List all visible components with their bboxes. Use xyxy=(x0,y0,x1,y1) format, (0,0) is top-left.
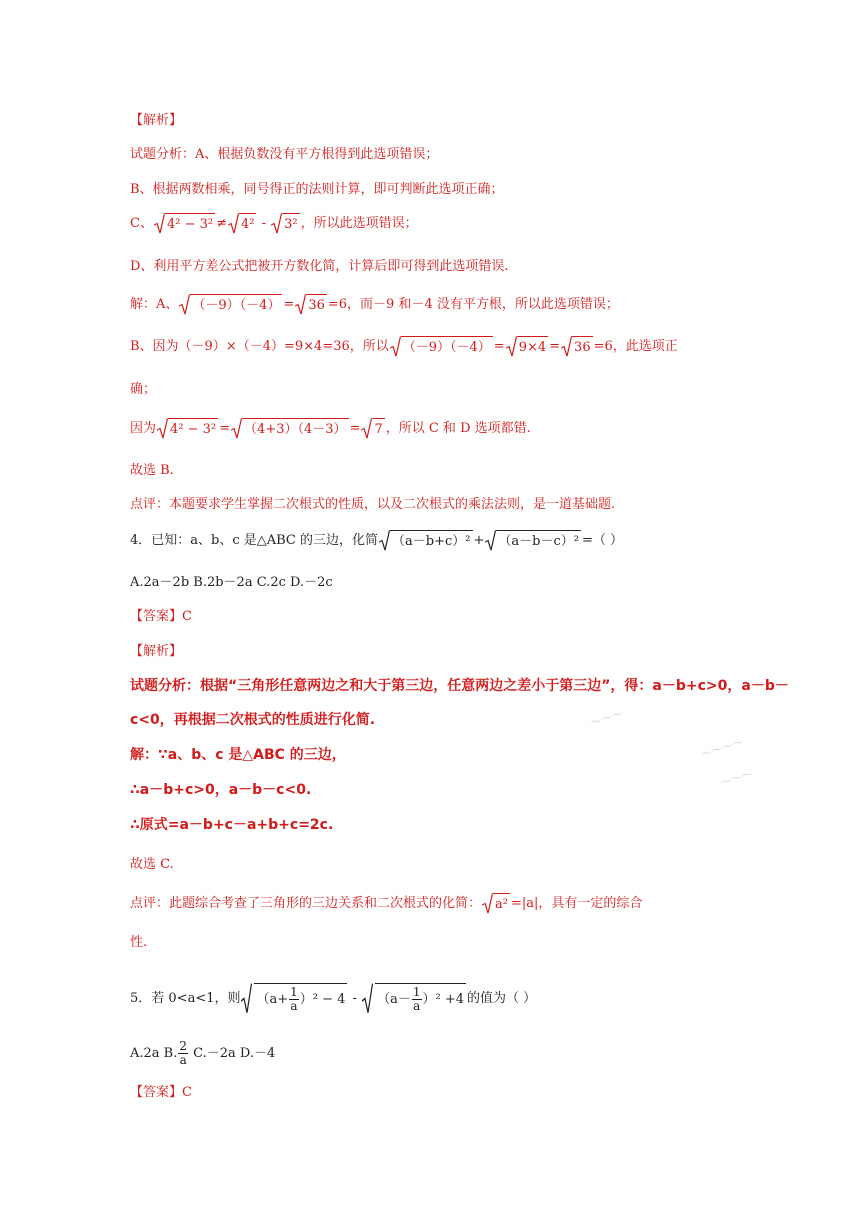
analysis-4-line-3: 解：∵a、b、c 是△ABC 的三边， xyxy=(130,747,346,763)
radical xyxy=(157,418,218,439)
answer-5: 【答案】C xyxy=(130,1085,192,1100)
watermark-mark: ～～～～ xyxy=(699,735,746,762)
radicand: （4+3）（4－3） xyxy=(242,418,348,439)
radicand: 36 xyxy=(572,336,593,357)
choose-b: 故选 B. xyxy=(130,463,174,478)
radical xyxy=(361,418,384,439)
text-span: （a+ xyxy=(256,992,289,1007)
radicand: 4² − 3² xyxy=(165,213,215,234)
radicand: 3² xyxy=(282,213,299,234)
analysis-4-line-4: ∴a－b+c>0，a－b－c<0. xyxy=(130,782,312,798)
radical xyxy=(482,893,510,914)
numerator: 1 xyxy=(290,985,298,999)
text-span: =6，而－9 和－4 没有平方根，所以此选项错误； xyxy=(327,297,619,312)
denominator: a xyxy=(179,1053,187,1067)
text-span: C.－2a D.－4 xyxy=(189,1046,276,1061)
text-span: 点评：此题综合考查了三角形的三边关系和二次根式的化简： xyxy=(130,896,482,911)
radicand: （－9）（－4） xyxy=(190,294,282,315)
question-5 xyxy=(130,983,536,1014)
text-span: 4．已知：a、b、c 是△ABC 的三边，化简 xyxy=(130,533,379,548)
answer-4: 【答案】C xyxy=(130,609,192,624)
radicand: （－9）（－4） xyxy=(401,336,493,357)
analysis-heading-2: 【解析】 xyxy=(130,644,183,659)
text-span: = xyxy=(349,421,361,436)
text-span: = xyxy=(493,339,505,354)
choose-c: 故选 C. xyxy=(130,857,174,872)
watermark-mark: ～～～ xyxy=(588,707,625,730)
radicand: 36 xyxy=(306,294,327,315)
solution-line-b xyxy=(130,336,678,357)
comment-3: 点评：本题要求学生掌握二次根式的性质，以及二次根式的乘法法则，是一道基础题. xyxy=(130,497,616,512)
radical xyxy=(231,418,348,439)
comment-4-cont: 性. xyxy=(130,935,148,950)
radical xyxy=(362,983,466,1014)
solution-line-a xyxy=(130,294,619,315)
radical xyxy=(271,213,299,234)
radicand xyxy=(375,983,466,1014)
radical xyxy=(241,983,347,1014)
text-span: C、 xyxy=(130,216,153,231)
text-span: 5．若 0<a<1，则 xyxy=(130,991,241,1006)
fraction xyxy=(178,1040,188,1067)
radical xyxy=(295,294,327,315)
analysis-heading-1: 【解析】 xyxy=(130,113,183,128)
fraction xyxy=(289,986,299,1013)
text-span: =6，此选项正 xyxy=(593,339,678,354)
radical xyxy=(228,213,256,234)
radical xyxy=(390,336,493,357)
radicand: 4² xyxy=(239,213,256,234)
radical xyxy=(485,530,581,551)
text-span: + xyxy=(473,533,485,548)
denominator: a xyxy=(413,999,421,1013)
radicand xyxy=(254,983,347,1014)
radical xyxy=(379,530,472,551)
analysis-4-line-2: c<0，再根据二次根式的性质进行化简. xyxy=(130,712,376,728)
radical xyxy=(561,336,593,357)
radicand: 7 xyxy=(372,418,384,439)
radical xyxy=(154,213,215,234)
radicand: （a－b－c）² xyxy=(496,530,581,551)
text-span: = xyxy=(219,421,231,436)
text-span: ）² − 4 xyxy=(299,992,346,1007)
fraction xyxy=(412,986,422,1013)
solution-line-b-cont: 确； xyxy=(130,382,157,397)
solution-line-cd xyxy=(130,418,531,439)
analysis-line-d: D、利用平方差公式把被开方数化简，计算后即可得到此选项错误. xyxy=(130,259,509,274)
radicand: 9×4 xyxy=(517,336,548,357)
text-span: - xyxy=(348,991,362,1006)
text-span: ，所以 C 和 D 选项都错. xyxy=(385,421,531,436)
text-span: 解：A、 xyxy=(130,297,179,312)
radical xyxy=(506,336,548,357)
text-span: （a－ xyxy=(377,992,411,1007)
question-5-options xyxy=(130,1040,275,1067)
radicand: 4² − 3² xyxy=(168,418,218,439)
analysis-line-c xyxy=(130,213,418,234)
text-span: - xyxy=(257,216,271,231)
analysis-line-a: 试题分析：A、根据负数没有平方根得到此选项错误； xyxy=(130,147,439,162)
text-span: 的值为（ ） xyxy=(467,991,537,1006)
comment-4 xyxy=(130,893,642,914)
text-span: B、因为（－9）×（－4）=9×4=36，所以 xyxy=(130,339,389,354)
text-span: =（ ） xyxy=(581,533,624,548)
numerator: 2 xyxy=(179,1039,188,1053)
text-span: ，所以此选项错误； xyxy=(300,216,418,231)
text-span: =|a|，具有一定的综合 xyxy=(510,896,643,911)
text-span: A.2a B. xyxy=(130,1046,178,1061)
text-span: 因为 xyxy=(130,421,157,436)
radicand: a² xyxy=(493,893,510,914)
denominator: a xyxy=(290,999,298,1013)
text-span: = xyxy=(549,339,561,354)
radical xyxy=(179,294,282,315)
text-span: ）² +4 xyxy=(422,992,465,1007)
question-4-options: A.2a－2b B.2b－2a C.2c D.－2c xyxy=(130,575,333,590)
analysis-4-line-5: ∴原式=a－b+c－a+b+c=2c. xyxy=(130,817,334,833)
numerator: 1 xyxy=(412,985,421,999)
analysis-4-line-1: 试题分析：根据“三角形任意两边之和大于第三边，任意两边之差小于第三边”，得：a－b+c>0，a－b－ xyxy=(130,678,789,694)
watermark-mark: ～～～ xyxy=(718,767,755,790)
analysis-line-b: B、根据两数相乘，同号得正的法则计算，即可判断此选项正确； xyxy=(130,182,504,197)
radicand: （a－b+c）² xyxy=(390,530,472,551)
question-4 xyxy=(130,530,623,551)
text-span: = xyxy=(283,297,295,312)
text-span: ≠ xyxy=(216,216,227,231)
